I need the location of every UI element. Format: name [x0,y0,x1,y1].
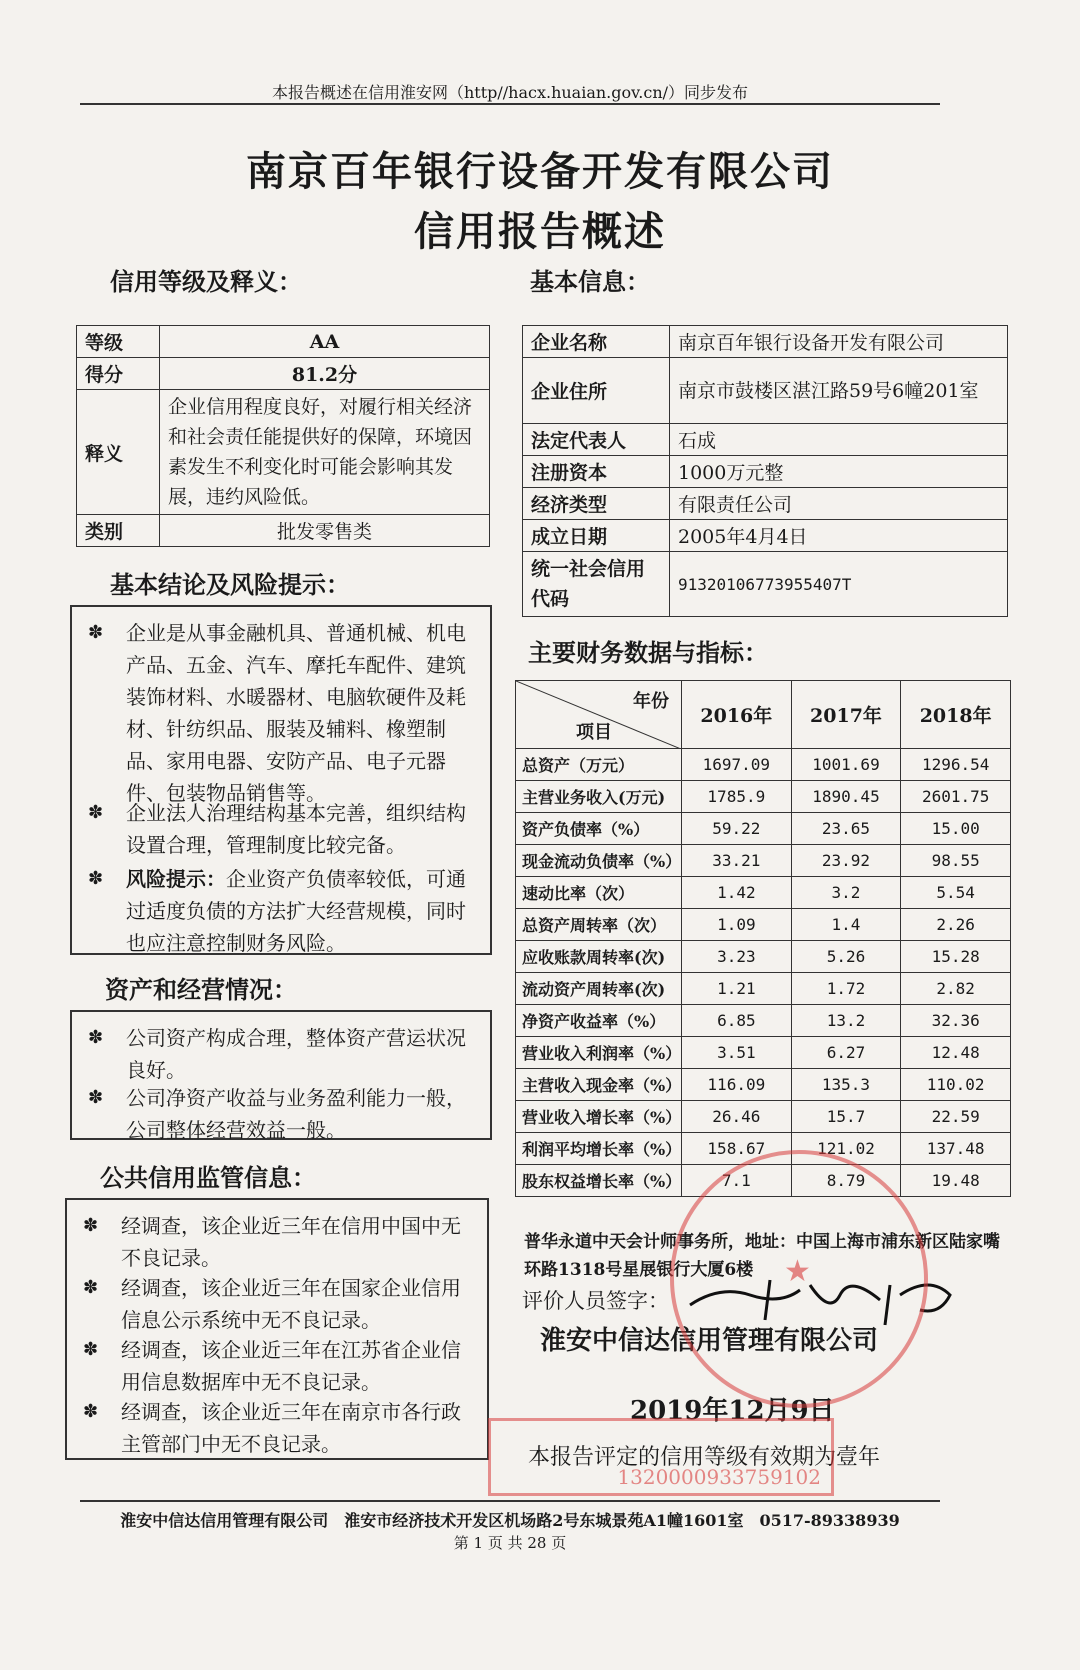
finance-value: 137.48 [901,1133,1011,1165]
validity-note: 本报告评定的信用等级有效期为壹年 [528,1445,881,1470]
finance-value: 3.23 [682,941,792,973]
type-value: 批发零售类 [160,515,490,547]
public-box [65,1198,489,1460]
finance-value: 1296.54 [901,749,1011,781]
footer-divider [80,1500,940,1502]
agency-name: 淮安中信达信用管理有限公司 [540,1326,879,1356]
basic-label: 法定代表人 [523,424,670,456]
finance-item-name: 流动资产周转率(次) [516,973,682,1005]
score-value: 81.2分 [160,358,490,390]
finance-item-name: 营业收入增长率（%） [516,1101,682,1133]
finance-value: 15.7 [791,1101,901,1133]
finance-row [516,781,1011,813]
assets-section-title: 资产和经营情况： [105,975,297,1004]
finance-item-name: 应收账款周转率(次) [516,941,682,973]
company-title: 南京百年银行设备开发有限公司 [246,148,834,195]
finance-value: 1.42 [682,877,792,909]
finance-item-name: 主营收入现金率（%） [516,1069,682,1101]
risk-label: 风险提示： [126,867,226,891]
grade-value: AA [160,326,490,358]
public-text: 经调查，该企业近三年在江苏省企业信用信息数据库中无不良记录。 [121,1338,461,1394]
finance-value: 1.72 [791,973,901,1005]
finance-value: 2.26 [901,909,1011,941]
grade-label: 等级 [77,326,160,358]
finance-value: 15.00 [901,813,1011,845]
finance-row [516,813,1011,845]
finance-item-name: 股东权益增长率（%） [516,1165,682,1197]
conclusion-item [86,863,476,959]
basic-info-table [522,325,1008,617]
finance-row [516,1005,1011,1037]
finance-value: 6.27 [791,1037,901,1069]
finance-table [515,680,1011,1197]
finance-section-title: 主要财务数据与指标： [528,638,768,667]
basic-value: 有限责任公司 [670,488,1008,520]
public-text: 经调查，该企业近三年在信用中国中无不良记录。 [121,1214,461,1270]
desc-label: 释义 [77,390,160,515]
rating-table [76,325,490,547]
conclusion-text: 企业资产负债率较低，可通过适度负债的方法扩大经营规模，同时也应注意控制财务风险。 [126,867,466,955]
finance-value: 1001.69 [791,749,901,781]
finance-value: 5.26 [791,941,901,973]
finance-row [516,749,1011,781]
finance-item-name: 资产负债率（%） [516,813,682,845]
year-header: 2018年 [901,681,1011,749]
conclusion-item [86,797,476,863]
finance-value: 1785.9 [682,781,792,813]
finance-value: 2601.75 [901,781,1011,813]
finance-row [516,845,1011,877]
score-label: 得分 [77,358,160,390]
public-item [81,1396,473,1460]
finance-value: 32.36 [901,1005,1011,1037]
footer-info: 淮安中信达信用管理有限公司 淮安市经济技术开发区机场路2号东城景苑A1幢1601室 0517-89338939 [120,1511,900,1530]
basic-value: 南京市鼓楼区湛江路59号6幢201室 [670,358,1008,424]
finance-value: 59.22 [682,813,792,845]
finance-value: 158.67 [682,1133,792,1165]
finance-value: 1.21 [682,973,792,1005]
assets-box [70,1010,492,1140]
basic-value: 91320106773955407T [670,552,1008,617]
bullet-icon: ✽ [88,868,104,889]
year-header: 2017年 [791,681,901,749]
conclusion-item [86,617,476,805]
finance-item-name: 总资产周转率（次） [516,909,682,941]
assets-item [86,1082,476,1146]
conclusion-text: 企业法人治理结构基本完善，组织结构设置合理，管理制度比较完备。 [126,801,466,857]
auditor-address: 普华永道中天会计师事务所，地址：中国上海市浦东新区陆家嘴环路1318号星展银行大厦6楼 [524,1232,1000,1280]
conclusion-text: 企业是从事金融机具、普通机械、机电产品、五金、汽车、摩托车配件、建筑装饰材料、水暖器材、电脑软硬件及耗材、针纺织品、服装及辅料、橡塑制品、家用电器、安防产品、电子元器件、包装物品销售等。 [126,621,466,805]
finance-value: 3.51 [682,1037,792,1069]
assets-item [86,1022,476,1082]
finance-value: 121.02 [791,1133,901,1165]
basic-label: 企业住所 [523,358,670,424]
signer-label: 评价人员签字： [522,1289,669,1313]
finance-row [516,1069,1011,1101]
finance-row [516,877,1011,909]
finance-value: 15.28 [901,941,1011,973]
finance-value: 33.21 [682,845,792,877]
finance-value: 110.02 [901,1069,1011,1101]
finance-value: 26.46 [682,1101,792,1133]
basic-label: 统一社会信用代码 [523,552,670,617]
corner-item-label: 项目 [576,722,612,743]
basic-label: 经济类型 [523,488,670,520]
type-label: 类别 [77,515,160,547]
bullet-icon: ✽ [88,1027,104,1048]
finance-item-name: 总资产（万元） [516,749,682,781]
finance-value: 23.65 [791,813,901,845]
registration-stamp [488,1418,834,1496]
finance-corner [516,681,682,749]
finance-row [516,1101,1011,1133]
basic-label: 成立日期 [523,520,670,552]
assets-text: 公司净资产收益与业务盈利能力一般，公司整体经营效益一般。 [126,1086,466,1142]
report-date: 2019年12月9日 [630,1396,835,1426]
conclusion-box [70,605,492,955]
bullet-icon: ✽ [83,1215,99,1236]
finance-value: 1697.09 [682,749,792,781]
finance-item-name: 利润平均增长率（%） [516,1133,682,1165]
finance-value: 19.48 [901,1165,1011,1197]
report-title: 信用报告概述 [414,208,666,255]
company-seal [670,1150,928,1408]
rating-section-title: 信用等级及释义： [110,267,302,296]
conclusion-section-title: 基本结论及风险提示： [110,570,350,599]
header-divider [80,103,940,105]
stamp-number: 1320000933759102 [617,1465,821,1489]
bullet-icon: ✽ [83,1401,99,1422]
bullet-icon: ✽ [88,802,104,823]
bullet-icon: ✽ [88,1087,104,1108]
bullet-icon: ✽ [83,1277,99,1298]
finance-value: 7.1 [682,1165,792,1197]
basic-label: 企业名称 [523,326,670,358]
public-section-title: 公共信用监管信息： [100,1163,316,1192]
finance-item-name: 主营业务收入(万元) [516,781,682,813]
finance-value: 12.48 [901,1037,1011,1069]
basic-label: 注册资本 [523,456,670,488]
basic-value: 1000万元整 [670,456,1008,488]
bullet-icon: ✽ [88,622,104,643]
public-item [81,1334,473,1396]
assets-text: 公司资产构成合理，整体资产营运状况良好。 [126,1026,466,1082]
desc-value: 企业信用程度良好，对履行相关经济和社会责任能提供好的保障，环境因素发生不利变化时可能会影响其发展，违约风险低。 [160,390,490,515]
finance-row [516,941,1011,973]
finance-value: 116.09 [682,1069,792,1101]
finance-item-name: 现金流动负债率（%） [516,845,682,877]
public-text: 经调查，该企业近三年在国家企业信用信息公示系统中无不良记录。 [121,1276,461,1332]
basic-section-title: 基本信息： [530,267,650,296]
finance-item-name: 净资产收益率（%） [516,1005,682,1037]
basic-value: 2005年4月4日 [670,520,1008,552]
finance-value: 5.54 [901,877,1011,909]
finance-value: 23.92 [791,845,901,877]
bullet-icon: ✽ [83,1339,99,1360]
finance-value: 2.82 [901,973,1011,1005]
finance-row [516,909,1011,941]
finance-value: 98.55 [901,845,1011,877]
year-header: 2016年 [682,681,792,749]
finance-row [516,973,1011,1005]
corner-year-label: 年份 [633,691,669,712]
finance-value: 1.09 [682,909,792,941]
finance-row [516,1037,1011,1069]
public-item [81,1272,473,1334]
finance-value: 1890.45 [791,781,901,813]
basic-value: 石成 [670,424,1008,456]
header-note: 本报告概述在信用淮安网（http//hacx.huaian.gov.cn/）同步发布 [271,83,749,102]
finance-value: 8.79 [791,1165,901,1197]
page-number: 第 1 页 共 28 页 [453,1534,567,1552]
finance-item-name: 速动比率（次） [516,877,682,909]
finance-value: 6.85 [682,1005,792,1037]
public-text: 经调查，该企业近三年在南京市各行政主管部门中无不良记录。 [121,1400,461,1456]
basic-value: 南京百年银行设备开发有限公司 [670,326,1008,358]
public-item [81,1210,473,1272]
finance-value: 13.2 [791,1005,901,1037]
finance-value: 1.4 [791,909,901,941]
finance-value: 135.3 [791,1069,901,1101]
seal-star-icon: ★ [784,1254,811,1289]
finance-value: 22.59 [901,1101,1011,1133]
finance-item-name: 营业收入利润率（%） [516,1037,682,1069]
finance-value: 3.2 [791,877,901,909]
